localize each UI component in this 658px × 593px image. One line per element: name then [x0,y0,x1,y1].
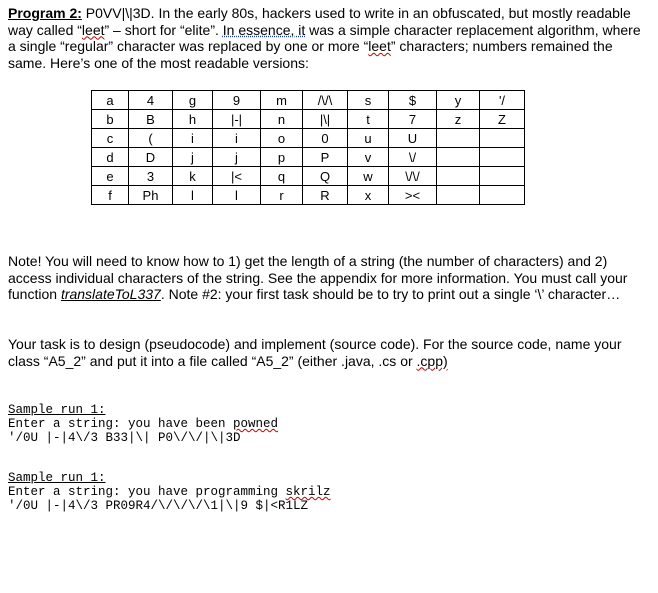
letter-cell: j [173,148,213,167]
letter-cell: a [92,91,129,110]
letter-cell: c [92,129,129,148]
letter-cell: u [348,129,389,148]
sample-run-2-output: '/0U |-|4\/3 PR09R4/\/\/\/\1|\|9 $|<R1LZ [8,499,309,513]
leet-cell [480,167,525,186]
note-text-2: . Note #2: your first task should be to try to print out a single ‘\’ character… [160,286,621,302]
leet-cell: |< [213,167,261,186]
leet-cell: '/ [480,91,525,110]
leet-cell: /\/\ [303,91,348,110]
letter-cell: p [261,148,303,167]
letter-cell: f [92,186,129,205]
letter-cell: n [261,110,303,129]
letter-cell: h [173,110,213,129]
intro-text-2: ” – short for “elite”. [104,21,223,38]
leet-word-2: leet [368,38,391,54]
letter-cell: b [92,110,129,129]
leet-cell: 0 [303,129,348,148]
leet-cell: 7 [389,110,437,129]
letter-cell: m [261,91,303,110]
sample-run-1-title: Sample run 1: [8,403,106,417]
letter-cell: w [348,167,389,186]
leet-cell: \/ [389,148,437,167]
letter-cell [437,129,480,148]
sample-run-2-title: Sample run 1: [8,471,106,485]
task-text-1: Your task is to design (pseudocode) and implement (source code). For the source code, name your class “A5_2” and put it into a file called “A5_2” (either .java, .cs or [8,336,622,369]
leet-cell: >< [389,186,437,205]
letter-cell: t [348,110,389,129]
program-heading: Program 2: [8,5,82,21]
letter-cell: s [348,91,389,110]
letter-cell: d [92,148,129,167]
note-text-1: Note! You will need to know how to 1) get the length of a string (the number of characters) and 2) access individual characters of the string. See the appendix for more information. You must call your function [8,253,628,302]
leet-word-1: leet [81,21,105,38]
leet-cell: R [303,186,348,205]
leet-cell: 4 [129,91,173,110]
sample-run-2-word: skrilz [285,485,331,499]
intro-text-3: was a simple character replacement algorithm, where a single “regular” character was replaced by one or more “ [8,21,641,54]
leet-cell: |\| [303,110,348,129]
intro-text-1: P0VV|\|3D. In the early 80s, hackers used to write in an obfuscated, but mostly readable way called “ [8,5,631,38]
note-paragraph [8,253,648,303]
leet-cell: D [129,148,173,167]
leet-cell: l [213,186,261,205]
letter-cell: z [437,110,480,129]
leet-cell: U [389,129,437,148]
letter-cell [437,186,480,205]
sample-run-1-output: '/0U |-|4\/3 B33|\| P0\/\/|\|3D [8,431,241,445]
letter-cell [437,167,480,186]
leet-cell [480,129,525,148]
letter-cell: i [173,129,213,148]
task-paragraph [8,336,648,369]
sample-run-1-prompt: Enter a string: you have been [8,417,234,431]
letter-cell: y [437,91,480,110]
leet-cell: ( [129,129,173,148]
letter-cell [437,148,480,167]
sample-run-2 [8,471,331,513]
letter-cell: o [261,129,303,148]
table-row [92,110,525,129]
leet-cell: Z [480,110,525,129]
table-row [92,167,525,186]
sample-run-2-prompt: Enter a string: you have programming [8,485,286,499]
intro-paragraph [8,5,648,71]
leet-cell: |-| [213,110,261,129]
in-essence-phrase: In essence, it [222,21,306,38]
sample-run-1-word: powned [233,417,279,431]
leet-cell: \/\/ [389,167,437,186]
leet-cell: j [213,148,261,167]
cpp-extension: .cpp) [416,352,448,369]
table-row [92,186,525,205]
letter-cell: q [261,167,303,186]
leet-table-wrapper [91,90,525,205]
leet-cell: $ [389,91,437,110]
letter-cell: v [348,148,389,167]
leet-cell: 3 [129,167,173,186]
table-row [92,148,525,167]
function-name: translateToL337 [60,286,161,302]
letter-cell: k [173,167,213,186]
letter-cell: l [173,186,213,205]
intro-text-4: ” characters; numbers remained the same. Here’s one of the most readable versions: [8,38,613,71]
leet-cell: 9 [213,91,261,110]
letter-cell: r [261,186,303,205]
letter-cell: x [348,186,389,205]
leet-cell [480,148,525,167]
leet-cell: B [129,110,173,129]
sample-run-1 [8,403,278,445]
leet-translation-table [91,90,525,205]
letter-cell: g [173,91,213,110]
table-row [92,91,525,110]
letter-cell: e [92,167,129,186]
table-row [92,129,525,148]
leet-cell [480,186,525,205]
leet-cell: P [303,148,348,167]
leet-cell: Q [303,167,348,186]
leet-cell: Ph [129,186,173,205]
leet-cell: i [213,129,261,148]
